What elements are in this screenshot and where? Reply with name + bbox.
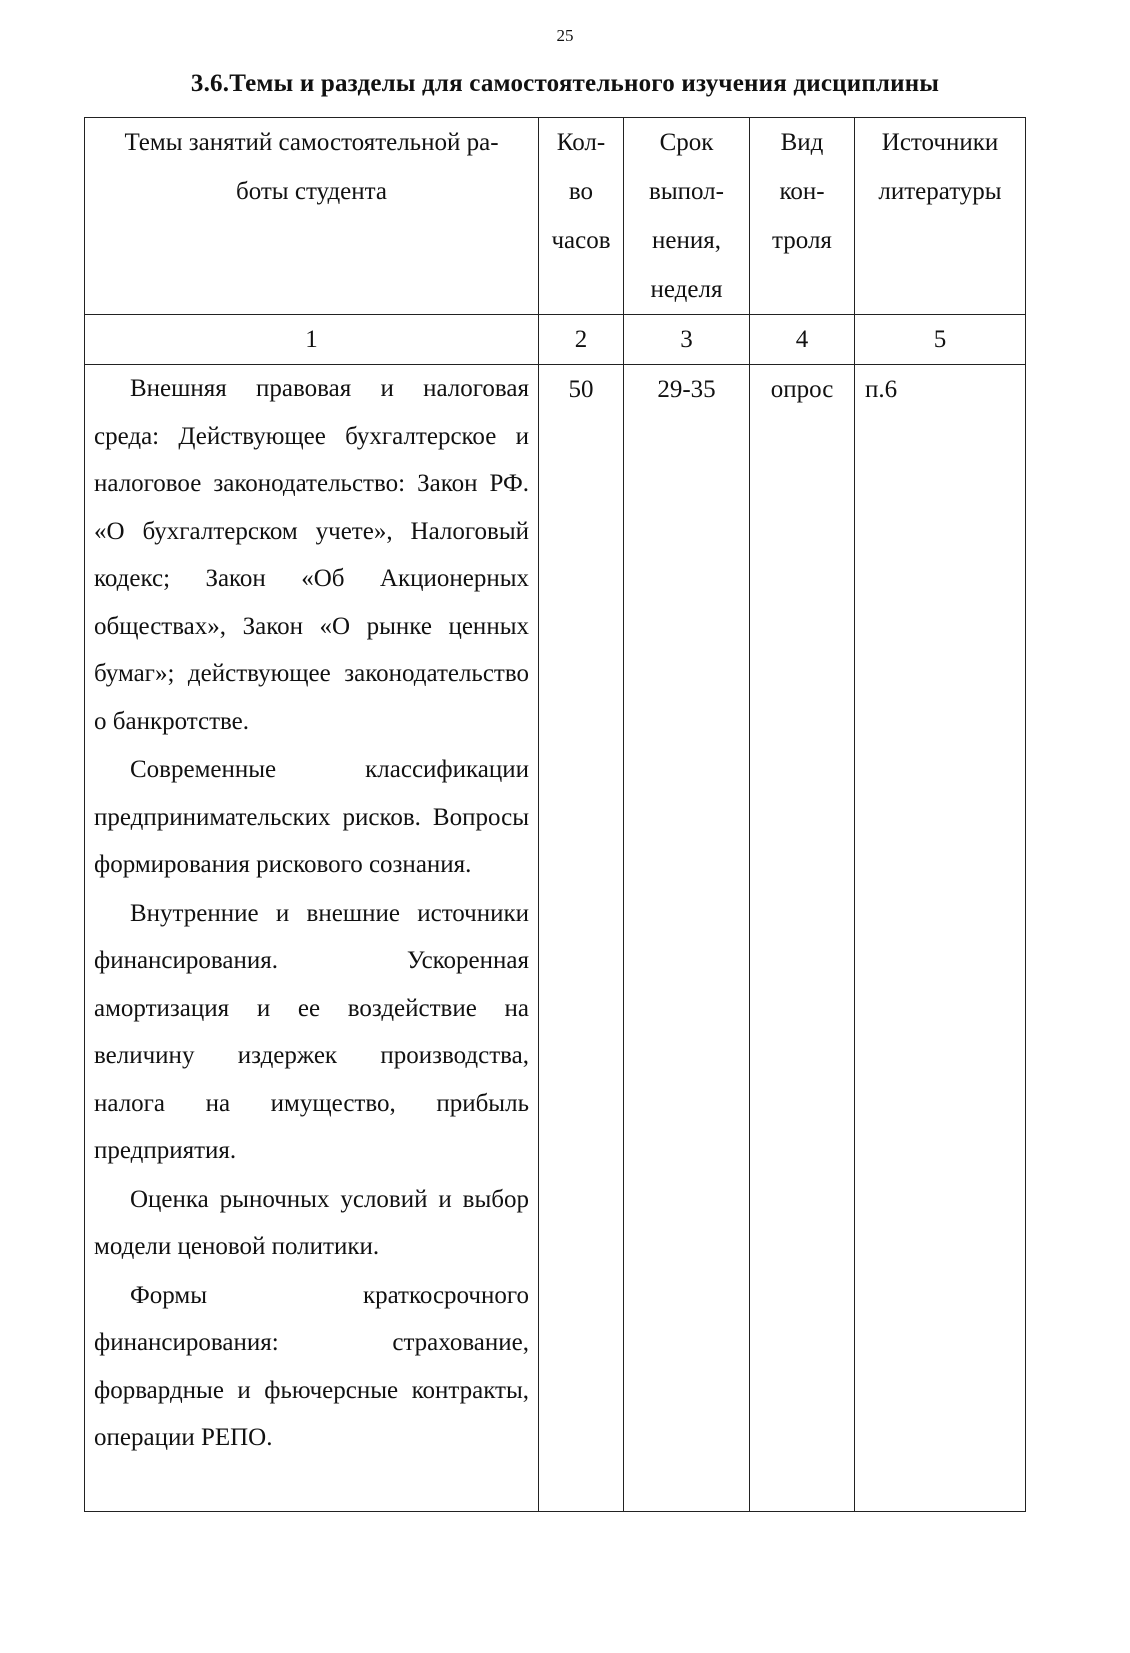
header-topic	[85, 118, 539, 315]
topic-paragraph: Внешняя правовая и налоговая среда: Действующее бухгалтерское и налоговое законодательство: Закон РФ. «О бухгалтерском учете», Налоговый кодекс; Закон «Об Акционерных обществах», Закон «О рынке ценных бумаг»; действующее законодательство о банкротстве.	[94, 375, 529, 735]
column-number: 5	[855, 315, 1026, 365]
header-hours-line: во	[568, 178, 594, 205]
column-number: 3	[624, 315, 750, 365]
control-cell: опрос	[750, 365, 855, 1512]
topic-paragraph: Современные классификации предпринимательских рисков. Вопросы формирования рискового сознания.	[94, 756, 529, 878]
column-number-row	[85, 315, 1026, 365]
hours-cell: 50	[539, 365, 624, 1512]
section-title: 3.6.Темы и разделы для самостоятельного изучения дисциплины	[190, 70, 940, 97]
header-deadline-line: выпол-	[649, 178, 724, 205]
sources-cell: п.6	[855, 365, 1026, 1512]
header-sources-line: литературы	[878, 178, 1002, 205]
header-sources	[855, 118, 1026, 315]
topics-cell	[85, 365, 539, 1512]
page-number: 25	[556, 26, 574, 45]
header-control-line: кон-	[779, 178, 825, 205]
header-sources-line: Источники	[881, 129, 999, 156]
header-deadline	[624, 118, 750, 315]
header-deadline-line: неделя	[650, 276, 723, 303]
topic-paragraph: Оценка рыночных условий и выбор модели ценовой политики.	[94, 1185, 529, 1260]
header-deadline-line: Срок	[659, 129, 714, 156]
header-hours-line: часов	[551, 227, 611, 254]
topic-paragraph: Внутренние и внешние источники финансирования. Ускоренная амортизация и ее воздействие на величину издержек производства, налога на имущество, прибыль предприятия.	[94, 899, 529, 1164]
column-number: 4	[750, 315, 855, 365]
header-hours-line: Кол-	[556, 129, 606, 156]
header-hours	[539, 118, 624, 315]
column-number: 2	[539, 315, 624, 365]
self-study-table	[84, 117, 1026, 1512]
header-control	[750, 118, 855, 315]
header-control-line: Вид	[780, 129, 824, 156]
topic-paragraph: Формы краткосрочного финансирования: страхование, форвардные и фьючерсные контракты, операции РЕПО.	[94, 1281, 529, 1451]
header-topic-line: боты студента	[235, 178, 387, 205]
header-deadline-line: нения,	[652, 227, 721, 254]
deadline-cell: 29-35	[624, 365, 750, 1512]
header-topic-line: Темы занятий самостоятельной ра-	[124, 129, 499, 156]
table-row	[85, 365, 1026, 1512]
header-control-line: троля	[772, 227, 832, 254]
column-number: 1	[85, 315, 539, 365]
